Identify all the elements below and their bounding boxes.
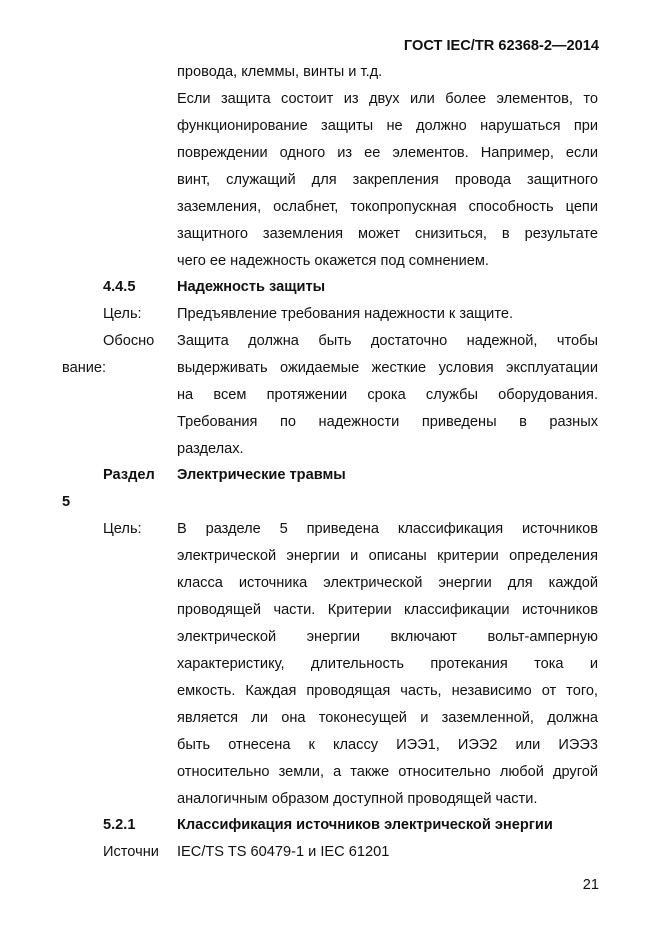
section-label: Раздел bbox=[103, 467, 155, 483]
goal-label: Цель: bbox=[103, 306, 142, 322]
text-line: быть отнесена к классу ИЭЭ1, ИЭЭ2 или ИЭЭ3 bbox=[177, 737, 598, 753]
section-label-number: 5 bbox=[62, 494, 71, 510]
text-line: Требования по надежности приведены в разных bbox=[177, 414, 598, 430]
source-text: IEC/TS TS 60479-1 и IEC 61201 bbox=[177, 844, 390, 860]
text-line: Если защита состоит из двух или более элементов, то bbox=[177, 91, 598, 107]
text-line: Защита должна быть достаточно надежной, чтобы bbox=[177, 333, 598, 349]
text-line: функционирование защиты не должно нарушаться при bbox=[177, 118, 598, 134]
text-line: выдерживать ожидаемые жесткие условия эксплуатации bbox=[177, 360, 598, 376]
text-line: емкость. Каждая проводящая часть, независимо от того, bbox=[177, 683, 598, 699]
justification-label-cont: вание: bbox=[62, 360, 107, 376]
section-title: Классификация источников электрической энергии bbox=[177, 817, 553, 833]
text-line: заземления, ослабнет, токопропускная способность цепи bbox=[177, 199, 598, 215]
goal-text: Предъявление требования надежности к защите. bbox=[177, 306, 514, 322]
section-title: Электрические травмы bbox=[177, 467, 346, 483]
text-line: аналогичным образом доступной проводящей части. bbox=[177, 791, 538, 807]
text-line: винт, служащий для закрепления провода защитного bbox=[177, 172, 598, 188]
text-line: относительно земли, а также относительно любой другой bbox=[177, 764, 598, 780]
source-label: Источни bbox=[103, 844, 159, 860]
text-line: повреждении одного из ее элементов. Например, если bbox=[177, 145, 598, 161]
justification-label: Обосно bbox=[103, 333, 155, 349]
text-line: В разделе 5 приведена классификация источников bbox=[177, 521, 598, 537]
text-line: защитного заземления может снизиться, в результате bbox=[177, 226, 598, 242]
text-line: является ли она токонесущей и заземленной, должна bbox=[177, 710, 598, 726]
text-line: на всем протяжении срока службы оборудования. bbox=[177, 387, 598, 403]
text-line: электрической энергии и описаны критерии определения bbox=[177, 548, 598, 564]
goal-label: Цель: bbox=[103, 521, 142, 537]
section-number: 4.4.5 bbox=[103, 279, 136, 295]
text-line: проводящей части. Критерии классификации источников bbox=[177, 602, 598, 618]
text-line: разделах. bbox=[177, 441, 244, 457]
page-number: 21 bbox=[582, 877, 599, 893]
text-line: класса источника электрической энергии для каждой bbox=[177, 575, 598, 591]
text-line: характеристику, длительность протекания тока и bbox=[177, 656, 598, 672]
text-line: провода, клеммы, винты и т.д. bbox=[177, 64, 383, 80]
document-header: ГОСТ IEC/TR 62368-2—2014 bbox=[403, 38, 599, 54]
section-number: 5.2.1 bbox=[103, 817, 136, 833]
section-title: Надежность защиты bbox=[177, 279, 326, 295]
text-line: чего ее надежность окажется под сомнением. bbox=[177, 253, 489, 269]
text-line: электрической энергии включают вольт-амперную bbox=[177, 629, 598, 645]
